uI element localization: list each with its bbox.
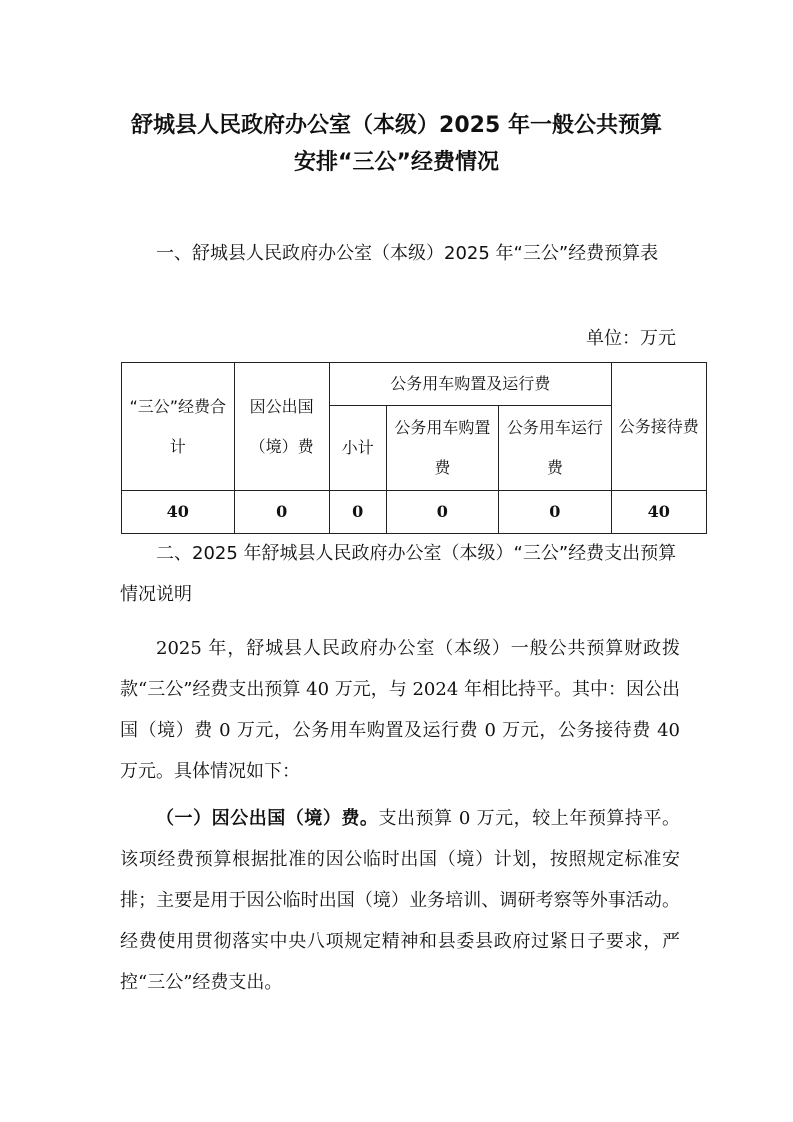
header-vehicle-operation: 公务用车运行费 xyxy=(499,406,612,491)
budget-table xyxy=(121,362,707,534)
table-row xyxy=(122,491,707,534)
document-title-line2: 安排“三公”经费情况 xyxy=(294,150,499,175)
value-reception: 40 xyxy=(611,491,706,534)
section2-heading: 二、2025 年舒城县人民政府办公室（本级）“三公”经费支出预算情况说明 xyxy=(120,543,677,605)
value-vehicle-operation: 0 xyxy=(499,491,612,534)
section1-heading: 一、舒城县人民政府办公室（本级）2025 年“三公”经费预算表 xyxy=(156,243,659,264)
header-total: “三公”经费合计 xyxy=(122,363,235,491)
header-vehicle-group: 公务用车购置及运行费 xyxy=(329,363,611,406)
table-header-row xyxy=(122,363,707,406)
value-abroad: 0 xyxy=(234,491,329,534)
paragraph-abroad xyxy=(120,798,680,1003)
header-abroad: 因公出国（境）费 xyxy=(234,363,329,491)
header-subtotal: 小计 xyxy=(329,406,386,491)
header-vehicle-purchase: 公务用车购置费 xyxy=(386,406,499,491)
value-subtotal: 0 xyxy=(329,491,386,534)
paragraph-abroad-lead: （一）因公出国（境）费。 xyxy=(156,808,379,829)
value-total: 40 xyxy=(122,491,235,534)
header-reception: 公务接待费 xyxy=(611,363,706,491)
paragraph-overview: 2025 年，舒城县人民政府办公室（本级）一般公共预算财政拨款“三公”经费支出预算 40 万元，与 2024 年相比持平。其中：因公出国（境）费 0 万元，公务用车购置及运行费 0 万元，公务接待费 40 万元。具体情况如下： xyxy=(120,638,681,782)
document-title-line1: 舒城县人民政府办公室（本级）2025 年一般公共预算 xyxy=(131,113,662,138)
unit-label: 单位：万元 xyxy=(586,328,676,349)
value-vehicle-purchase: 0 xyxy=(386,491,499,534)
paragraph-abroad-body: 支出预算 0 万元，较上年预算持平。该项经费预算根据批准的因公临时出国（境）计划，按照规定标准安排；主要是用于因公临时出国（境）业务培训、调研考察等外事活动。经费使用贯彻落实中央八项规定精神和县委县政府过紧日子要求，严控“三公”经费支出。 xyxy=(120,808,680,993)
